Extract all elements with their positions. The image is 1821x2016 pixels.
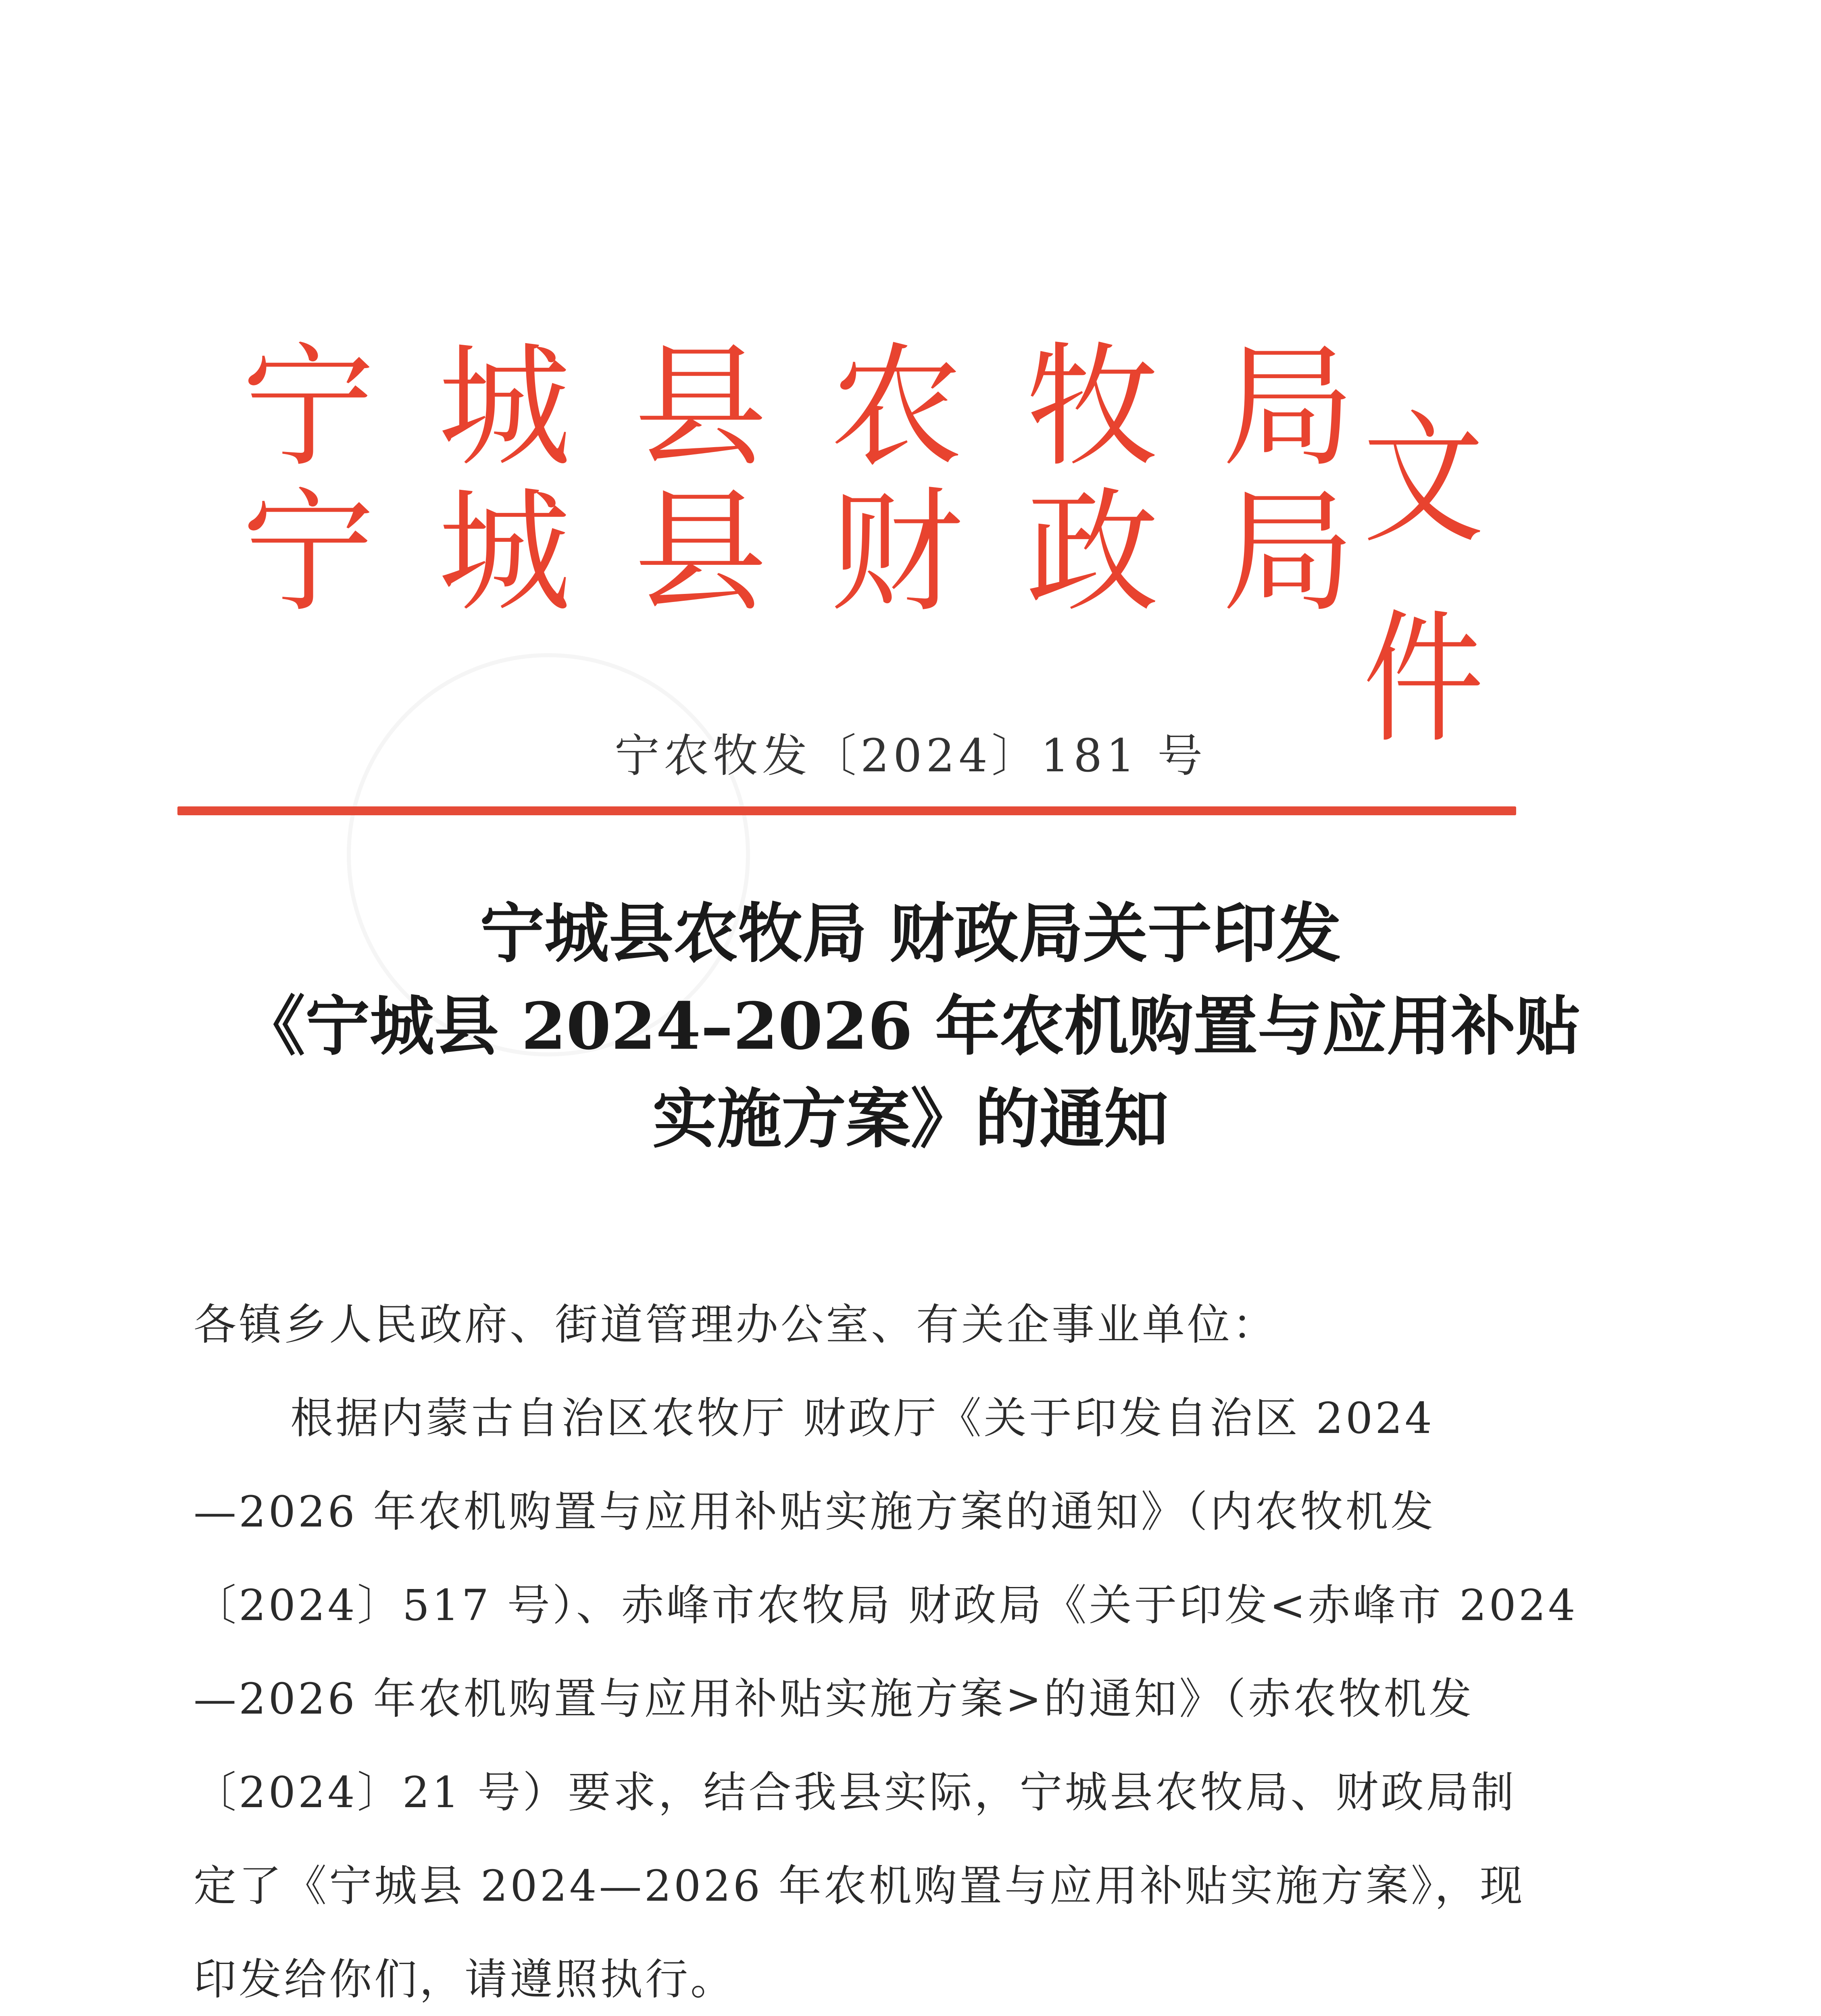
title-line: 《宁城县 2024–2026 年农机购置与应用补贴 (240, 988, 1581, 1064)
letterhead-char: 宁 (242, 330, 375, 485)
document-word: 文件 (1363, 396, 1484, 762)
letterhead-char: 县 (634, 330, 767, 485)
document-title (0, 887, 1821, 1165)
letterhead-char: 局 (1222, 475, 1355, 630)
letterhead-char: 宁 (242, 475, 375, 630)
body-line: —2026 年农机购置与应用补贴实施方案>的通知》（赤农牧机发 (194, 1674, 1474, 1724)
body-line: 定了《宁城县 2024—2026 年农机购置与应用补贴实施方案》，现 (194, 1861, 1525, 1911)
body-line: 〔2024〕21 号）要求，结合我县实际，宁城县农牧局、财政局制 (194, 1768, 1517, 1817)
letterhead-char: 政 (1026, 475, 1159, 630)
document-number: 宁农牧发〔2024〕181 号 (614, 730, 1207, 782)
letterhead-char: 城 (438, 475, 571, 630)
body-line: —2026 年农机购置与应用补贴实施方案的通知》（内农牧机发 (194, 1487, 1436, 1537)
body-line: 印发给你们，请遵照执行。 (194, 1955, 735, 2004)
letterhead-char: 牧 (1026, 330, 1159, 485)
salutation: 各镇乡人民政府、街道管理办公室、有关企事业单位： (194, 1300, 1277, 1350)
red-separator-line (177, 806, 1516, 815)
letterhead-char: 县 (634, 475, 767, 630)
letterhead-char: 农 (830, 330, 963, 485)
letterhead-char: 城 (438, 330, 571, 485)
body-line: 〔2024〕517 号）、赤峰市农牧局 财政局《关于印发<赤峰市 2024 (194, 1581, 1578, 1630)
body-line: 根据内蒙古自治区农牧厅 财政厅《关于印发自治区 2024 (290, 1393, 1435, 1443)
agency-name-finance (242, 476, 1355, 629)
document-body (194, 1278, 1589, 2016)
letterhead-char: 局 (1222, 330, 1355, 485)
title-line: 实施方案》的通知 (652, 1081, 1169, 1157)
title-line: 宁城县农牧局 财政局关于印发 (480, 896, 1341, 971)
letterhead-char: 财 (830, 475, 963, 630)
agency-name-agriculture (242, 331, 1355, 484)
